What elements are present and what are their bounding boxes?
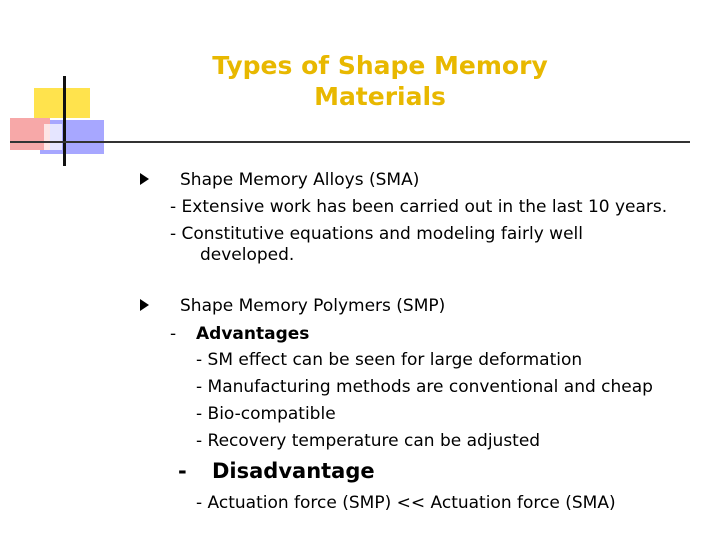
sma-item-2-cont: developed. xyxy=(200,245,295,265)
advantages-label: Advantages xyxy=(196,324,310,344)
title-line-1: Types of Shape Memory xyxy=(212,51,548,80)
smp-heading: Shape Memory Polymers (SMP) xyxy=(180,296,446,316)
disadvantage-item: - Actuation force (SMP) << Actuation force (SMA) xyxy=(196,493,616,513)
sma-heading: Shape Memory Alloys (SMA) xyxy=(180,170,420,190)
disadvantage-label: Disadvantage xyxy=(212,459,375,483)
advantage-item: - SM effect can be seen for large deformation xyxy=(196,350,583,370)
advantage-item: - Bio-compatible xyxy=(196,404,336,424)
title-line-2: Materials xyxy=(314,82,446,111)
advantage-item: - Manufacturing methods are conventional and cheap xyxy=(196,377,653,397)
sma-item-2: - Constitutive equations and modeling fairly well xyxy=(170,224,583,244)
advantages-dash: - xyxy=(170,324,177,344)
sma-item-1: - Extensive work has been carried out in the last 10 years. xyxy=(170,197,668,217)
advantage-item: - Recovery temperature can be adjusted xyxy=(196,431,541,451)
disadvantage-dash: - xyxy=(178,459,187,483)
bullet-square-icon xyxy=(140,173,149,185)
bullet-square-icon xyxy=(140,299,149,311)
